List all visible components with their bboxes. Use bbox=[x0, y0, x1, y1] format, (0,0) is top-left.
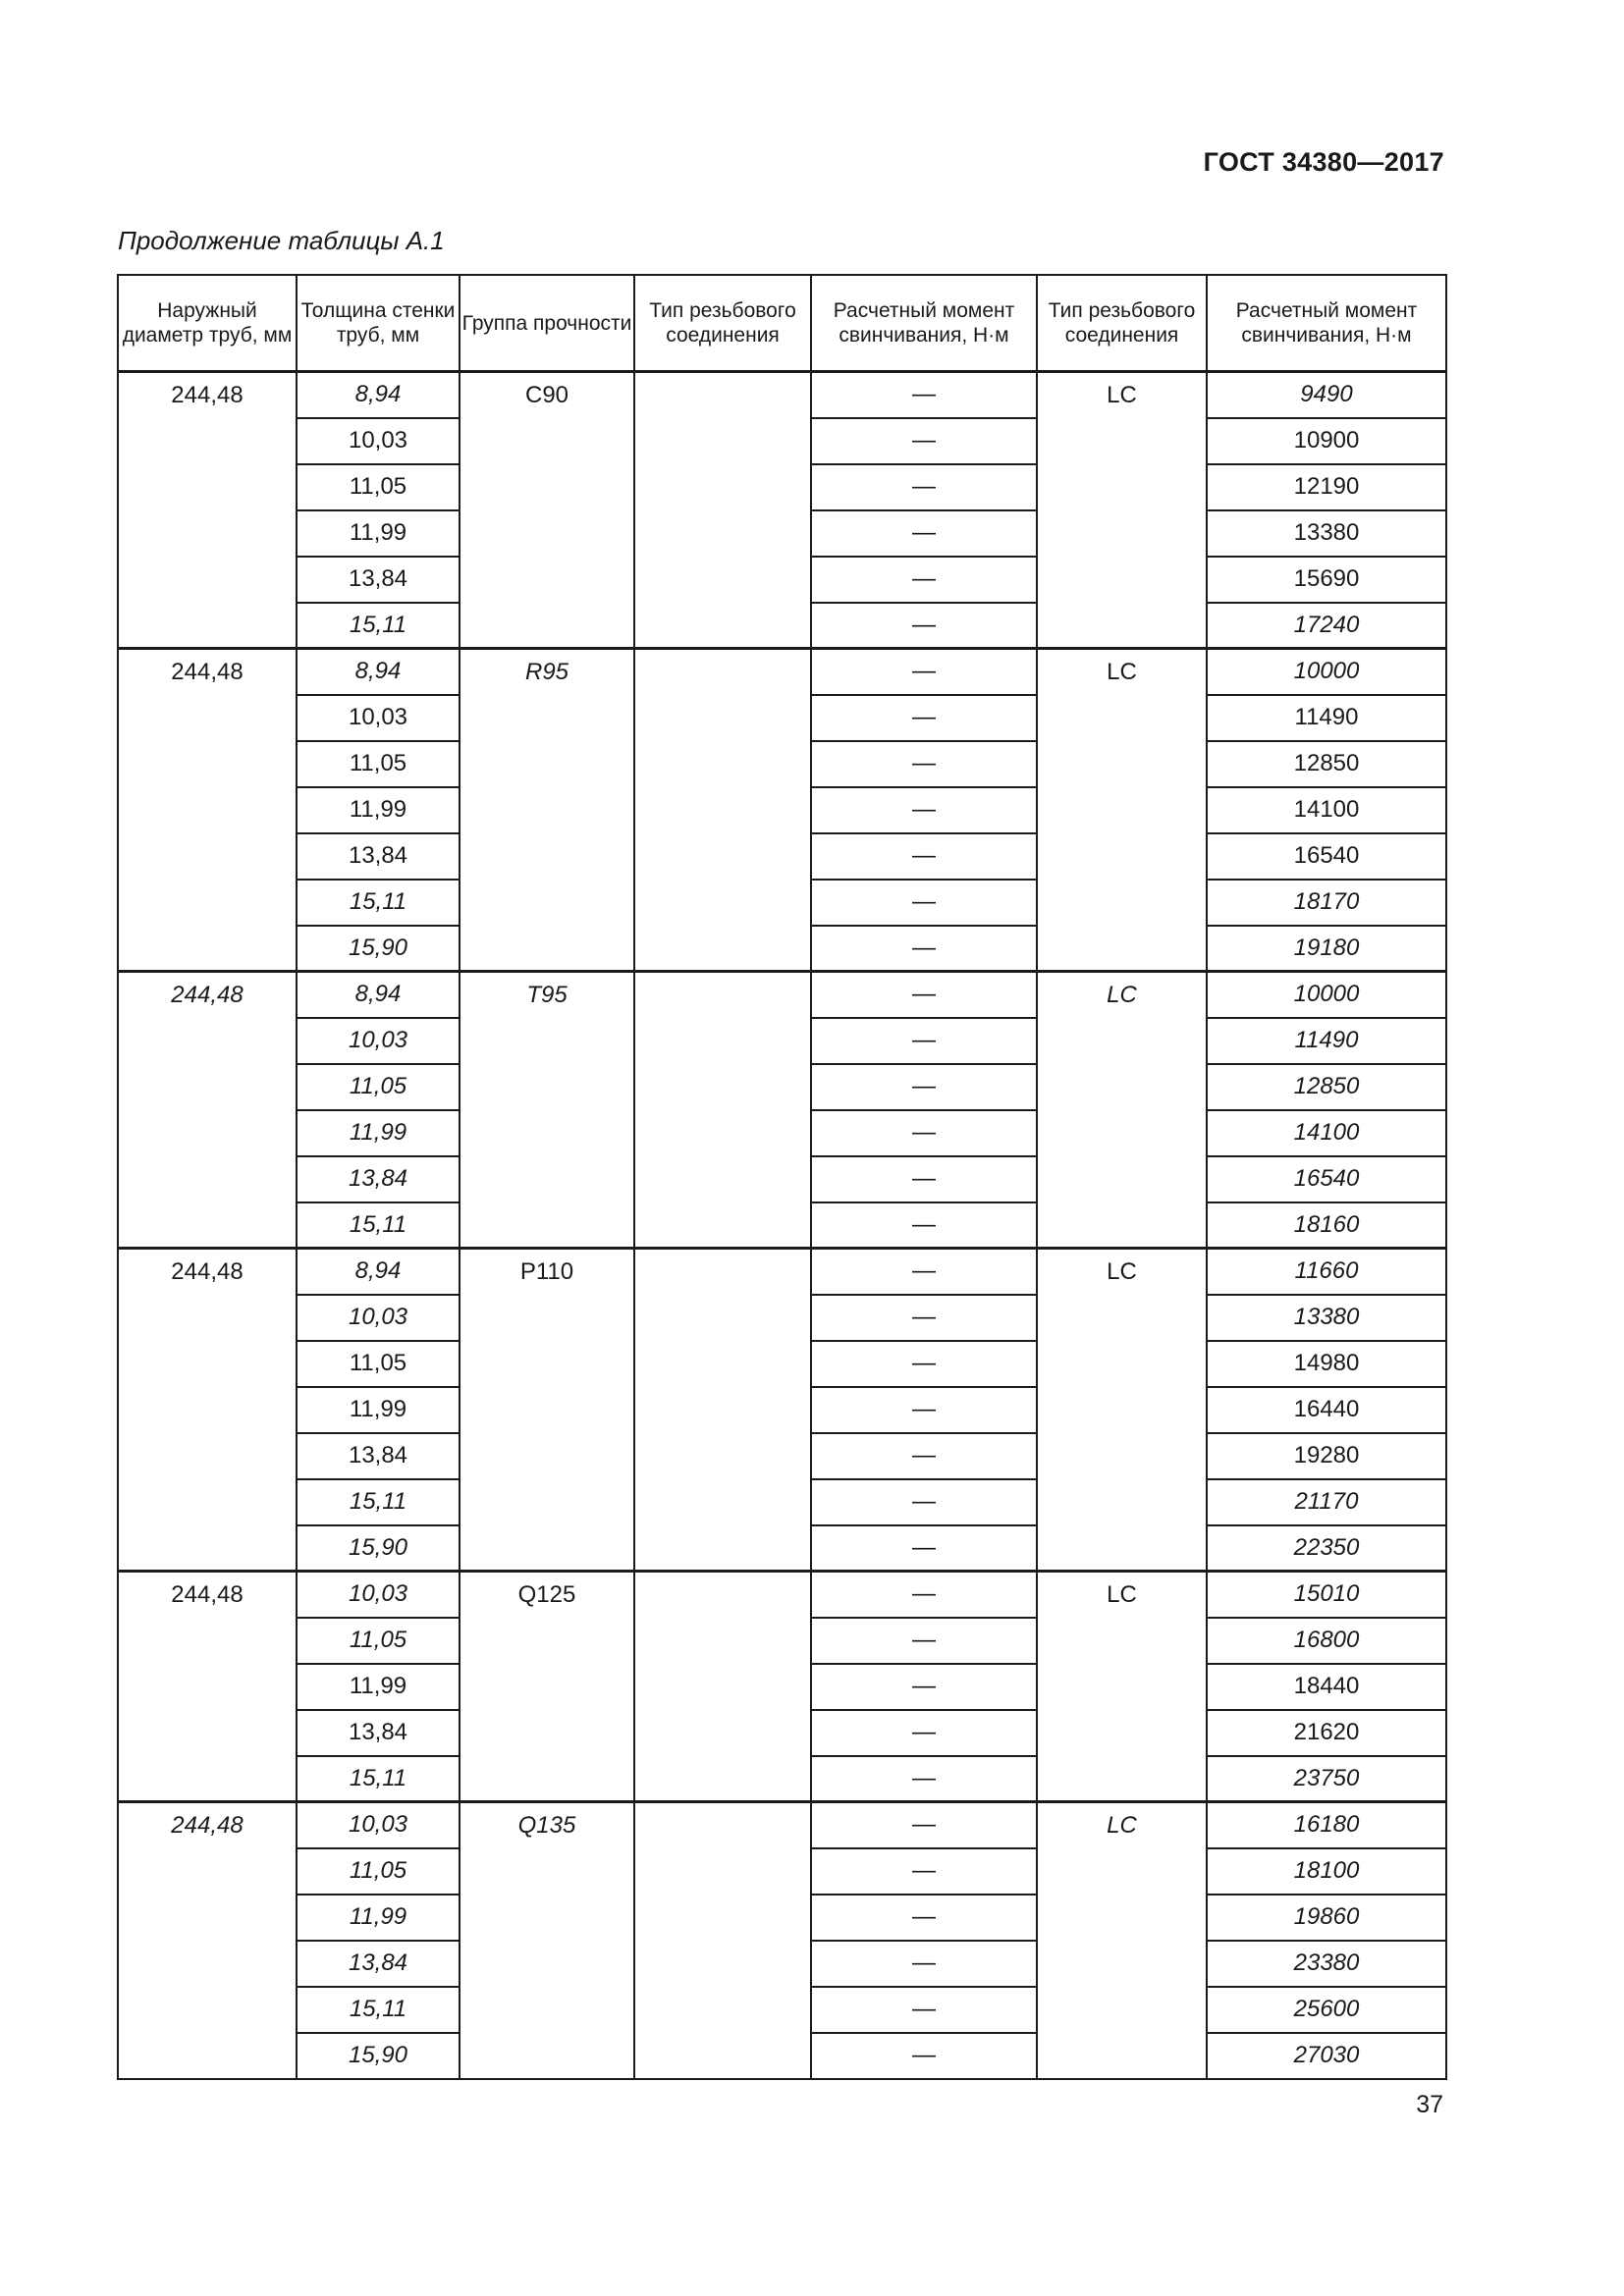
makeup-torque-1-cell: — bbox=[811, 1018, 1037, 1064]
wall-thickness-cell: 11,99 bbox=[297, 1664, 460, 1710]
wall-thickness-cell: 11,99 bbox=[297, 1387, 460, 1433]
wall-thickness-cell: 11,05 bbox=[297, 1341, 460, 1387]
table-row bbox=[118, 1249, 1446, 1295]
strength-grade-cell: Q125 bbox=[460, 1572, 634, 1802]
makeup-torque-2-cell: 18170 bbox=[1207, 880, 1446, 926]
table-row bbox=[118, 972, 1446, 1018]
makeup-torque-2-cell: 15690 bbox=[1207, 557, 1446, 603]
wall-thickness-cell: 15,11 bbox=[297, 603, 460, 649]
wall-thickness-cell: 13,84 bbox=[297, 833, 460, 880]
wall-thickness-cell: 11,99 bbox=[297, 510, 460, 557]
wall-thickness-cell: 11,05 bbox=[297, 741, 460, 787]
wall-thickness-cell: 11,05 bbox=[297, 464, 460, 510]
makeup-torque-2-cell: 11490 bbox=[1207, 695, 1446, 741]
makeup-torque-1-cell: — bbox=[811, 1572, 1037, 1618]
makeup-torque-1-cell: — bbox=[811, 787, 1037, 833]
makeup-torque-1-cell: — bbox=[811, 1618, 1037, 1664]
outer-diameter-cell: 244,48 bbox=[118, 1572, 297, 1802]
makeup-torque-1-cell: — bbox=[811, 1387, 1037, 1433]
table-header-row bbox=[118, 275, 1446, 372]
makeup-torque-1-cell: — bbox=[811, 741, 1037, 787]
makeup-torque-2-cell: 19180 bbox=[1207, 926, 1446, 972]
connection-type-1-cell bbox=[634, 1572, 811, 1802]
connection-type-2-cell: LC bbox=[1037, 1802, 1207, 2079]
outer-diameter-cell: 244,48 bbox=[118, 1802, 297, 2079]
page-number: 37 bbox=[1416, 2091, 1443, 2118]
makeup-torque-2-cell: 22350 bbox=[1207, 1525, 1446, 1572]
table-body bbox=[118, 372, 1446, 2079]
strength-grade-cell: Q135 bbox=[460, 1802, 634, 2079]
makeup-torque-2-cell: 25600 bbox=[1207, 1987, 1446, 2033]
makeup-torque-2-cell: 21620 bbox=[1207, 1710, 1446, 1756]
col-header-makeup-torque-1: Расчетный момент свинчивания, Н·м bbox=[811, 275, 1037, 372]
makeup-torque-2-cell: 18440 bbox=[1207, 1664, 1446, 1710]
wall-thickness-cell: 13,84 bbox=[297, 1433, 460, 1479]
table-caption: Продолжение таблицы А.1 bbox=[118, 226, 445, 255]
makeup-torque-1-cell: — bbox=[811, 972, 1037, 1018]
makeup-torque-1-cell: — bbox=[811, 1710, 1037, 1756]
makeup-torque-2-cell: 16540 bbox=[1207, 1156, 1446, 1202]
makeup-torque-2-cell: 12190 bbox=[1207, 464, 1446, 510]
connection-type-2-cell: LC bbox=[1037, 1249, 1207, 1572]
strength-grade-cell: T95 bbox=[460, 972, 634, 1249]
makeup-torque-1-cell: — bbox=[811, 1110, 1037, 1156]
table-row bbox=[118, 372, 1446, 418]
makeup-torque-1-cell: — bbox=[811, 372, 1037, 418]
wall-thickness-cell: 11,99 bbox=[297, 1895, 460, 1941]
wall-thickness-cell: 13,84 bbox=[297, 557, 460, 603]
wall-thickness-cell: 15,11 bbox=[297, 1202, 460, 1249]
wall-thickness-cell: 8,94 bbox=[297, 1249, 460, 1295]
col-header-diameter: Наружный диаметр труб, мм bbox=[118, 275, 297, 372]
makeup-torque-1-cell: — bbox=[811, 1895, 1037, 1941]
makeup-torque-2-cell: 23750 bbox=[1207, 1756, 1446, 1802]
makeup-torque-2-cell: 14100 bbox=[1207, 1110, 1446, 1156]
makeup-torque-1-cell: — bbox=[811, 1156, 1037, 1202]
wall-thickness-cell: 15,11 bbox=[297, 880, 460, 926]
makeup-torque-1-cell: — bbox=[811, 603, 1037, 649]
wall-thickness-cell: 10,03 bbox=[297, 1018, 460, 1064]
wall-thickness-cell: 15,90 bbox=[297, 2033, 460, 2079]
makeup-torque-2-cell: 13380 bbox=[1207, 510, 1446, 557]
col-header-wall-thickness: Толщина стенки труб, мм bbox=[297, 275, 460, 372]
wall-thickness-cell: 15,11 bbox=[297, 1987, 460, 2033]
makeup-torque-2-cell: 14100 bbox=[1207, 787, 1446, 833]
makeup-torque-1-cell: — bbox=[811, 1433, 1037, 1479]
col-header-strength-grade: Группа прочности bbox=[460, 275, 634, 372]
wall-thickness-cell: 10,03 bbox=[297, 1572, 460, 1618]
wall-thickness-cell: 13,84 bbox=[297, 1710, 460, 1756]
makeup-torque-2-cell: 11660 bbox=[1207, 1249, 1446, 1295]
makeup-torque-2-cell: 11490 bbox=[1207, 1018, 1446, 1064]
makeup-torque-2-cell: 18100 bbox=[1207, 1848, 1446, 1895]
makeup-torque-1-cell: — bbox=[811, 1756, 1037, 1802]
makeup-torque-2-cell: 18160 bbox=[1207, 1202, 1446, 1249]
wall-thickness-cell: 15,11 bbox=[297, 1756, 460, 1802]
wall-thickness-cell: 11,05 bbox=[297, 1848, 460, 1895]
makeup-torque-2-cell: 12850 bbox=[1207, 741, 1446, 787]
wall-thickness-cell: 11,05 bbox=[297, 1618, 460, 1664]
makeup-torque-1-cell: — bbox=[811, 510, 1037, 557]
makeup-torque-2-cell: 10000 bbox=[1207, 972, 1446, 1018]
connection-type-2-cell: LC bbox=[1037, 372, 1207, 649]
wall-thickness-cell: 13,84 bbox=[297, 1156, 460, 1202]
connection-type-2-cell: LC bbox=[1037, 649, 1207, 972]
wall-thickness-cell: 13,84 bbox=[297, 1941, 460, 1987]
makeup-torque-1-cell: — bbox=[811, 2033, 1037, 2079]
wall-thickness-cell: 8,94 bbox=[297, 372, 460, 418]
makeup-torque-1-cell: — bbox=[811, 418, 1037, 464]
makeup-torque-2-cell: 14980 bbox=[1207, 1341, 1446, 1387]
makeup-torque-1-cell: — bbox=[811, 1525, 1037, 1572]
wall-thickness-cell: 15,90 bbox=[297, 1525, 460, 1572]
makeup-torque-1-cell: — bbox=[811, 1295, 1037, 1341]
makeup-torque-2-cell: 9490 bbox=[1207, 372, 1446, 418]
strength-grade-cell: C90 bbox=[460, 372, 634, 649]
document-code: ГОСТ 34380—2017 bbox=[1203, 147, 1444, 177]
torque-table bbox=[117, 274, 1447, 2080]
wall-thickness-cell: 10,03 bbox=[297, 418, 460, 464]
strength-grade-cell: P110 bbox=[460, 1249, 634, 1572]
makeup-torque-1-cell: — bbox=[811, 1249, 1037, 1295]
makeup-torque-2-cell: 19860 bbox=[1207, 1895, 1446, 1941]
wall-thickness-cell: 11,05 bbox=[297, 1064, 460, 1110]
table-row bbox=[118, 649, 1446, 695]
connection-type-1-cell bbox=[634, 972, 811, 1249]
outer-diameter-cell: 244,48 bbox=[118, 1249, 297, 1572]
makeup-torque-1-cell: — bbox=[811, 833, 1037, 880]
connection-type-2-cell: LC bbox=[1037, 1572, 1207, 1802]
makeup-torque-1-cell: — bbox=[811, 464, 1037, 510]
wall-thickness-cell: 11,99 bbox=[297, 787, 460, 833]
connection-type-1-cell bbox=[634, 1802, 811, 2079]
makeup-torque-2-cell: 10900 bbox=[1207, 418, 1446, 464]
makeup-torque-1-cell: — bbox=[811, 649, 1037, 695]
makeup-torque-1-cell: — bbox=[811, 1941, 1037, 1987]
wall-thickness-cell: 15,90 bbox=[297, 926, 460, 972]
makeup-torque-1-cell: — bbox=[811, 1987, 1037, 2033]
makeup-torque-2-cell: 16540 bbox=[1207, 833, 1446, 880]
makeup-torque-1-cell: — bbox=[811, 1848, 1037, 1895]
makeup-torque-1-cell: — bbox=[811, 695, 1037, 741]
makeup-torque-2-cell: 27030 bbox=[1207, 2033, 1446, 2079]
makeup-torque-2-cell: 16800 bbox=[1207, 1618, 1446, 1664]
makeup-torque-2-cell: 16180 bbox=[1207, 1802, 1446, 1848]
connection-type-1-cell bbox=[634, 649, 811, 972]
makeup-torque-1-cell: — bbox=[811, 1341, 1037, 1387]
col-header-connection-type-2: Тип резьбового соединения bbox=[1037, 275, 1207, 372]
wall-thickness-cell: 15,11 bbox=[297, 1479, 460, 1525]
table-row bbox=[118, 1572, 1446, 1618]
makeup-torque-1-cell: — bbox=[811, 926, 1037, 972]
makeup-torque-2-cell: 15010 bbox=[1207, 1572, 1446, 1618]
makeup-torque-1-cell: — bbox=[811, 1802, 1037, 1848]
wall-thickness-cell: 11,99 bbox=[297, 1110, 460, 1156]
makeup-torque-1-cell: — bbox=[811, 1064, 1037, 1110]
wall-thickness-cell: 10,03 bbox=[297, 695, 460, 741]
makeup-torque-1-cell: — bbox=[811, 557, 1037, 603]
makeup-torque-1-cell: — bbox=[811, 1664, 1037, 1710]
connection-type-2-cell: LC bbox=[1037, 972, 1207, 1249]
wall-thickness-cell: 10,03 bbox=[297, 1295, 460, 1341]
makeup-torque-2-cell: 23380 bbox=[1207, 1941, 1446, 1987]
col-header-connection-type-1: Тип резьбового соединения bbox=[634, 275, 811, 372]
connection-type-1-cell bbox=[634, 1249, 811, 1572]
wall-thickness-cell: 10,03 bbox=[297, 1802, 460, 1848]
makeup-torque-1-cell: — bbox=[811, 1479, 1037, 1525]
outer-diameter-cell: 244,48 bbox=[118, 649, 297, 972]
table-row bbox=[118, 1802, 1446, 1848]
col-header-makeup-torque-2: Расчетный момент свинчивания, Н·м bbox=[1207, 275, 1446, 372]
makeup-torque-2-cell: 12850 bbox=[1207, 1064, 1446, 1110]
makeup-torque-2-cell: 10000 bbox=[1207, 649, 1446, 695]
wall-thickness-cell: 8,94 bbox=[297, 972, 460, 1018]
makeup-torque-2-cell: 17240 bbox=[1207, 603, 1446, 649]
connection-type-1-cell bbox=[634, 372, 811, 649]
wall-thickness-cell: 8,94 bbox=[297, 649, 460, 695]
makeup-torque-1-cell: — bbox=[811, 880, 1037, 926]
makeup-torque-2-cell: 13380 bbox=[1207, 1295, 1446, 1341]
makeup-torque-2-cell: 19280 bbox=[1207, 1433, 1446, 1479]
makeup-torque-2-cell: 16440 bbox=[1207, 1387, 1446, 1433]
makeup-torque-2-cell: 21170 bbox=[1207, 1479, 1446, 1525]
strength-grade-cell: R95 bbox=[460, 649, 634, 972]
outer-diameter-cell: 244,48 bbox=[118, 972, 297, 1249]
outer-diameter-cell: 244,48 bbox=[118, 372, 297, 649]
makeup-torque-1-cell: — bbox=[811, 1202, 1037, 1249]
